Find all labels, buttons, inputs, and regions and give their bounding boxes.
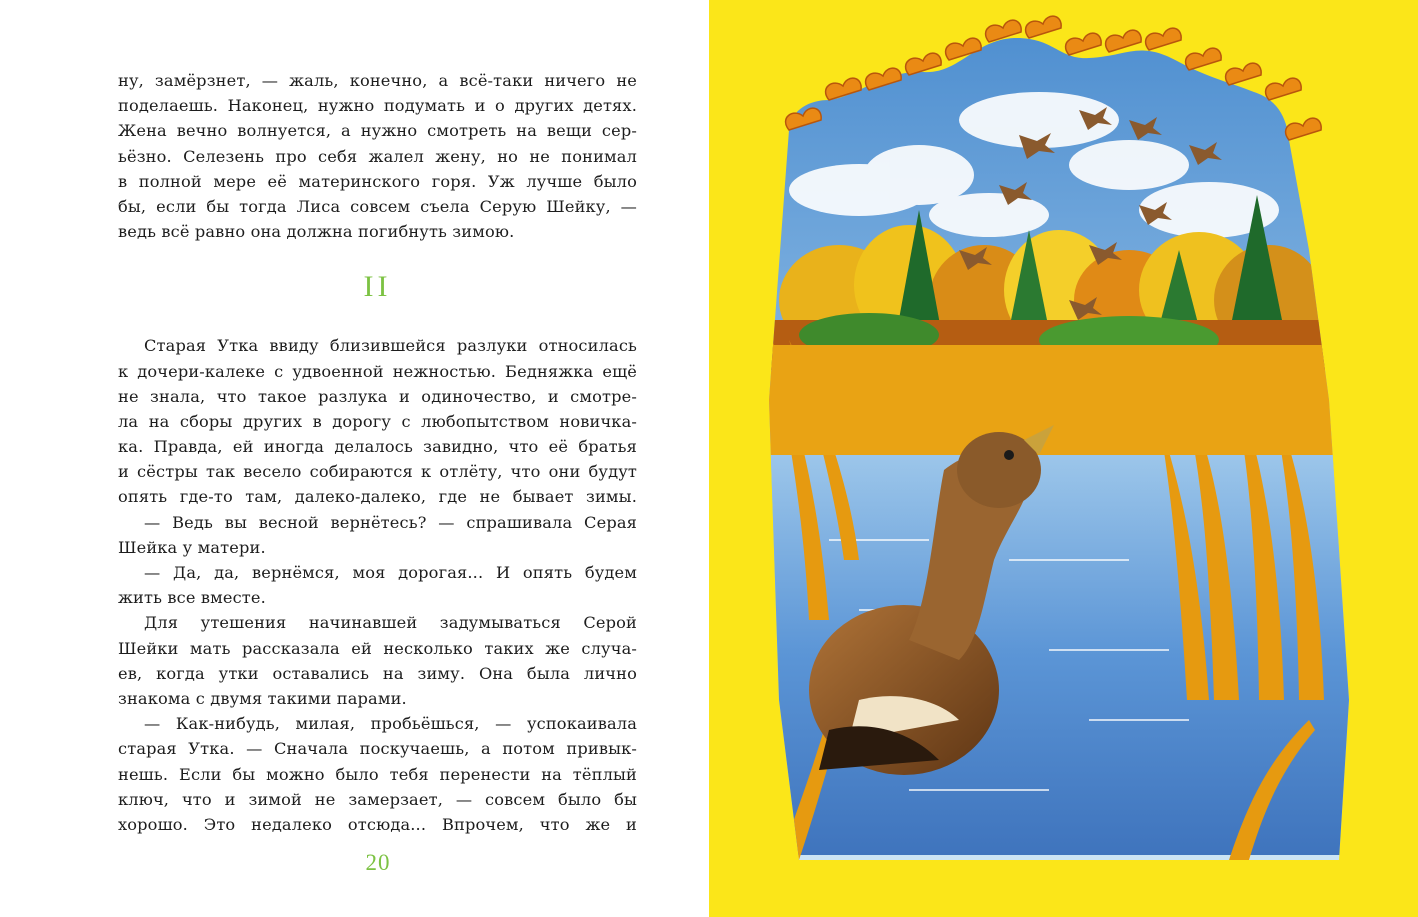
text-line: Шейки мать рассказала ей несколько таких же случа- [118, 638, 637, 658]
text-line: не знала, что такое разлука и одиночество, и смотре- [118, 386, 637, 406]
paragraph [118, 711, 637, 837]
text-line: Жена вечно волнуется, а нужно смотреть на вещи сер- [118, 121, 637, 141]
text-line: к дочери-калеке с удвоенной нежностью. Бедняжка ещё [118, 361, 637, 381]
text-block [118, 68, 637, 837]
text-line: и сёстры так весело собираются к отлёту, что они будут [118, 462, 637, 482]
text-line: ключ, что и зимой не замерзает, — совсем было бы [118, 789, 637, 809]
text-line: поделаешь. Наконец, нужно подумать и о других детях. [118, 96, 637, 116]
text-line: нешь. Если бы можно было тебя перенести на тёплый [118, 764, 637, 784]
paragraph [118, 68, 637, 244]
right-page [709, 0, 1418, 917]
text-line: ьёзно. Селезень про себя жалел жену, но не понимал [118, 146, 637, 166]
text-line: жить все вместе. [118, 588, 266, 608]
text-line: опять где-то там, далеко-далеко, где не бывает зимы. [118, 487, 637, 507]
text-line: в полной мере её материнского горя. Уж лучше было [118, 171, 637, 191]
text-line: — Да, да, вернёмся, моя дорогая... И опять будем [144, 563, 637, 582]
page-number: 20 [365, 850, 391, 875]
paragraph [118, 610, 637, 711]
paragraph [118, 510, 637, 560]
chapter-heading: II [363, 270, 392, 304]
text-line: Для утешения начинавшей задумываться Серой [144, 613, 637, 633]
text-line: бы, если бы тогда Лиса совсем съела Серую Шейку, — [118, 196, 637, 216]
text-line: ла на сборы других в дорогу с любопытством новичка- [118, 411, 637, 431]
paragraph [118, 333, 637, 509]
text-line: ну, замёрзнет, — жаль, конечно, а всё-таки ничего не [118, 71, 637, 90]
text-line: ка. Правда, ей иногда делалось завидно, что её братья [118, 437, 637, 457]
text-line: старая Утка. — Сначала поскучаешь, а потом привык- [118, 739, 637, 759]
text-line: знакома с двумя такими парами. [118, 688, 407, 708]
text-line: Старая Утка ввиду близившейся разлуки относилась [144, 336, 637, 356]
text-line: хорошо. Это недалеко отсюда... Впрочем, что же и [118, 814, 637, 834]
text-line: — Как-нибудь, милая, пробьёшься, — успокаивала [144, 714, 637, 734]
text-line: Шейка у матери. [118, 537, 266, 557]
text-line: ев, когда утки оставались на зиму. Она была лично [118, 663, 637, 683]
text-line: — Ведь вы весной вернётесь? — спрашивала Серая [144, 512, 637, 532]
scene [749, 30, 1369, 880]
text-line: ведь всё равно она должна погибнуть зимою. [118, 222, 515, 242]
paragraph [118, 560, 637, 610]
duck-illustration [709, 0, 1418, 917]
